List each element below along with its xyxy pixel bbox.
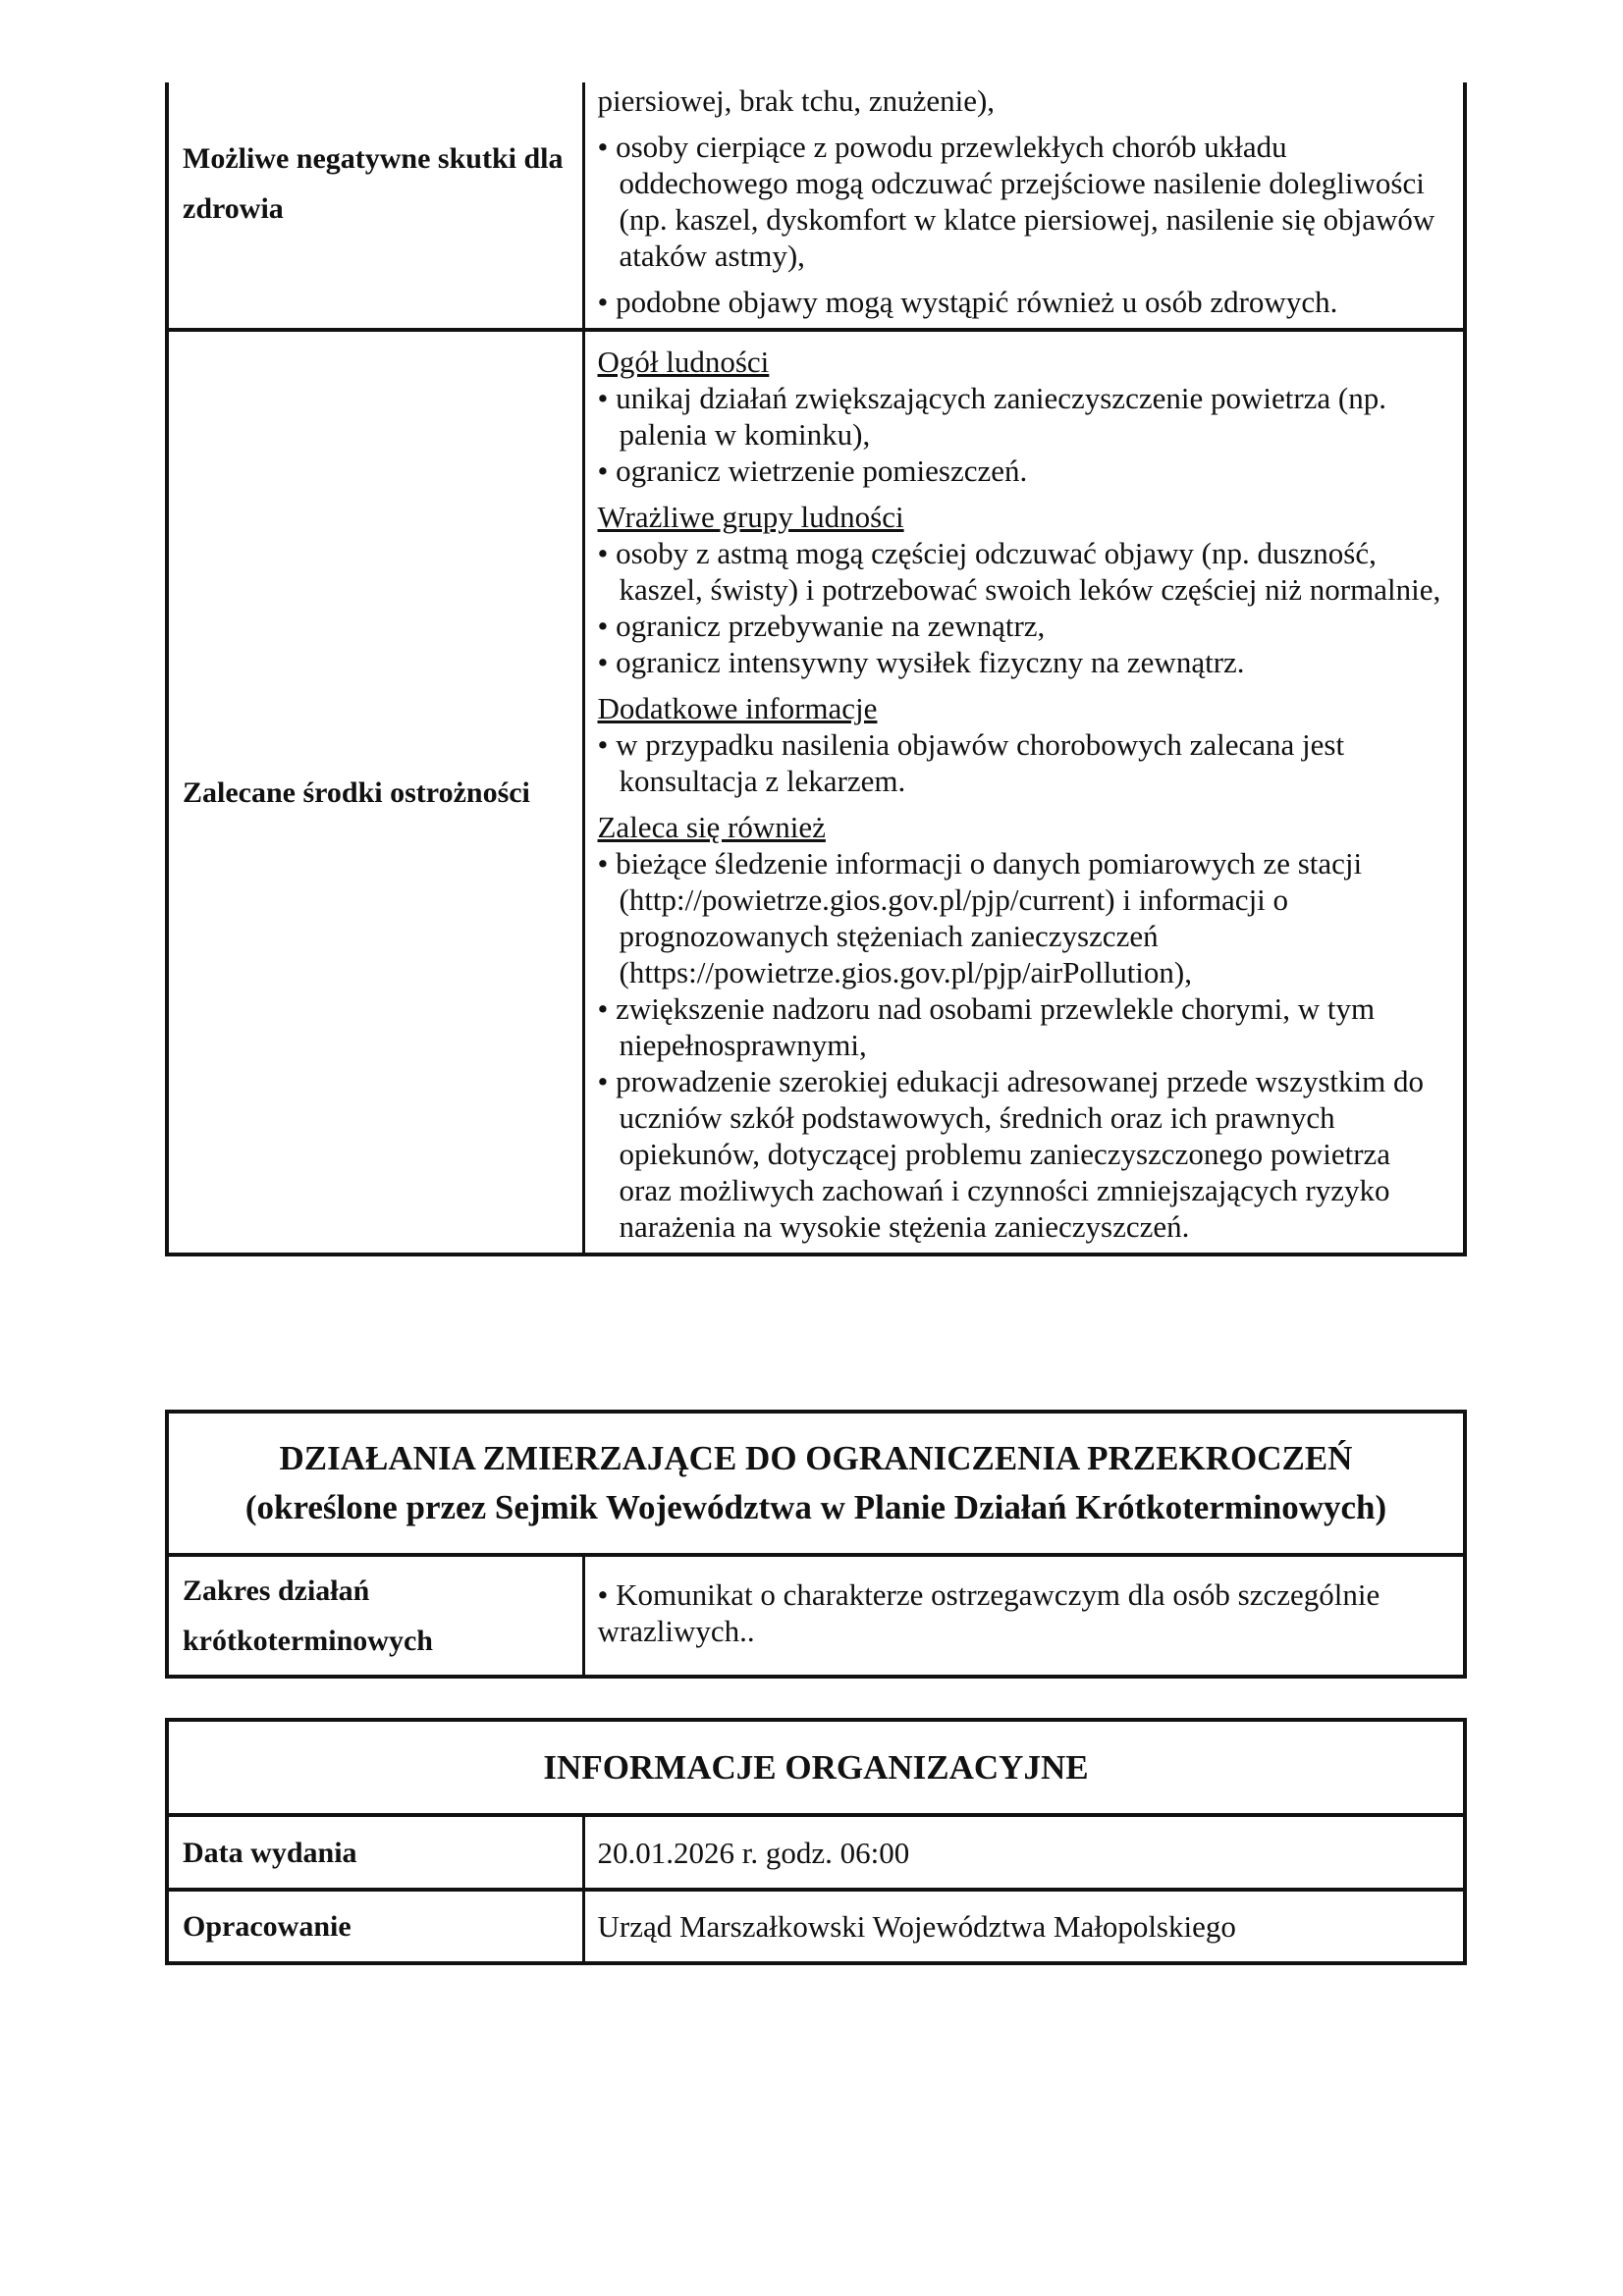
short-term-actions-table [165, 1410, 1467, 1679]
list-item: • prowadzenie szerokiej edukacji adresowanej przede wszystkim do uczniów szkół podstawowych, średnich oraz ich prawnych opiekunów, dotyczącej problemu zanieczyszczonego powietrza oraz możliwych zachowań i czynności zmniejszających ryzyko narażenia na wysokie stężenia zanieczyszczeń. [597, 1064, 1424, 1244]
prepared-by-value: Urząd Marszałkowski Województwa Małopolskiego [597, 1909, 1236, 1944]
org-heading: INFORMACJE ORGANIZACYJNE [167, 1720, 1465, 1815]
actions-scope-row [167, 1555, 1465, 1677]
health-effects-label: Możliwe negatywne skutki dla zdrowia [167, 82, 583, 330]
list-item: • zwiększenie nadzoru nad osobami przewlekle chorymi, w tym niepełnosprawnymi, [597, 991, 1376, 1062]
health-effects-item: piersiowej, brak tchu, znużenie), [597, 83, 996, 118]
prepared-by-label: Opracowanie [167, 1890, 583, 1963]
section-title: Ogół ludności [597, 345, 770, 379]
prepared-by-row [167, 1890, 1465, 1963]
list-item: • ogranicz intensywny wysiłek fizyczny na zewnątrz. [597, 645, 1245, 679]
precautions-label: Zalecane środki ostrożności [167, 330, 583, 1255]
actions-heading-row [167, 1412, 1465, 1555]
section-title: Zaleca się również [597, 810, 826, 844]
list-item: • w przypadku nasilenia objawów chorobowych zalecana jest konsultacja z lekarzem. [597, 727, 1345, 798]
precaution-section [598, 809, 1450, 1245]
actions-scope-value: • Komunikat o charakterze ostrzegawczym dla osób szczególnie wrazliwych.. [597, 1577, 1380, 1648]
health-effects-item: • podobne objawy mogą wystąpić również u osób zdrowych. [597, 285, 1338, 319]
actions-scope-label: Zakres działań krótkoterminowych [167, 1555, 583, 1677]
issue-date-value: 20.01.2026 r. godz. 06:00 [583, 1815, 1465, 1890]
issue-date-row [167, 1815, 1465, 1890]
section-title: Wrażliwe grupy ludności [597, 500, 904, 534]
precautions-row [167, 330, 1465, 1255]
precaution-section [598, 499, 1450, 680]
precautions-content [583, 330, 1465, 1255]
list-item: • unikaj działań zwiększających zanieczyszczenie powietrza (np. palenia w kominku), [597, 381, 1387, 452]
health-effects-row [167, 82, 1465, 330]
list-item: • bieżące śledzenie informacji o danych pomiarowych ze stacji (http://powietrze.gios.gov.pl/pjp/current) i informacji o prognozowanych stężeniach zanieczyszczeń (https://powietrze.gios.gov.pl/pjp/airPollution), [597, 846, 1363, 989]
precaution-section [598, 344, 1450, 489]
organizational-info-table [165, 1718, 1467, 1965]
health-effects-content [583, 82, 1465, 330]
actions-heading-line2: (określone przez Sejmik Województwa w Planie Działań Krótkoterminowych) [244, 1488, 1387, 1526]
health-effects-item: • osoby cierpiące z powodu przewlekłych chorób układu oddechowego mogą odczuwać przejściowe nasilenie dolegliwości (np. kaszel, dyskomfort w klatce piersiowej, nasilenie się objawów ataków astmy), [597, 130, 1435, 273]
issue-date-label: Data wydania [167, 1815, 583, 1890]
actions-heading [167, 1412, 1465, 1555]
actions-heading-line1: DZIAŁANIA ZMIERZAJĄCE DO OGRANICZENIA PRZEKROCZEŃ [279, 1439, 1353, 1477]
list-item: • ogranicz wietrzenie pomieszczeń. [597, 454, 1028, 488]
org-heading-row [167, 1720, 1465, 1815]
precaution-section [598, 690, 1450, 799]
health-info-table [165, 82, 1467, 1256]
list-item: • ogranicz przebywanie na zewnątrz, [597, 609, 1046, 643]
list-item: • osoby z astmą mogą częściej odczuwać objawy (np. duszność, kaszel, świsty) i potrzebować swoich leków częściej niż normalnie, [597, 536, 1441, 607]
section-title: Dodatkowe informacje [597, 691, 878, 725]
